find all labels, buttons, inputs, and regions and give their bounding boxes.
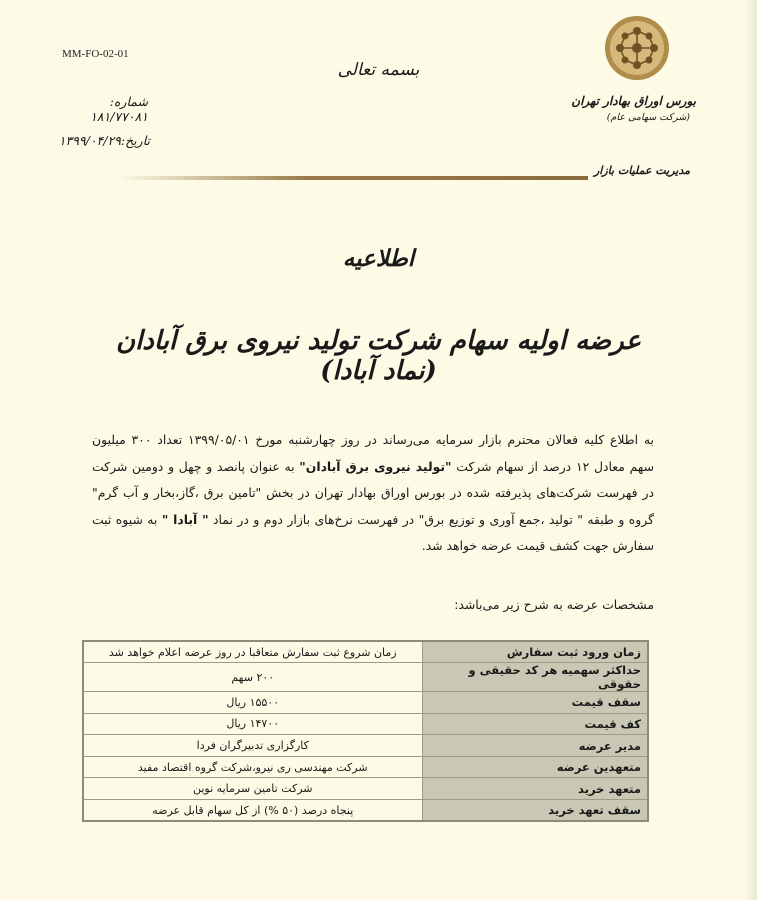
letter-number-label: شماره:: [109, 94, 148, 109]
letter-date-value: ۱۳۹۹/۰۴/۲۹: [58, 133, 121, 148]
specs-label: مشخصات عرضه به شرح زیر می‌باشد:: [454, 597, 654, 612]
spec-key: مدیر عرضه: [422, 735, 648, 757]
spec-key: کف قیمت: [422, 713, 648, 735]
table-row: [83, 713, 648, 735]
spec-value: ۱۴۷۰۰ ریال: [83, 713, 422, 735]
body-text-2: به عنوان پانصد و چهل و دومین شرکت در فهرست شرکت‌های پذیرفته شده در بورس اوراق بهادار تهران در بخش "تامین برق ،گاز،بخار و آب گرم" گروه و طبقه " تولید ،جمع آوری و توزیع برق" در فهرست نرخ‌های بازار دوم و در نماد: [92, 458, 654, 527]
body-text-1: به اطلاع کلیه فعالان محترم بازار سرمایه می‌رساند در روز چهارشنبه مورخ ۱۳۹۹/۰۵/۰۱ تعداد ۳۰۰ میلیون سهم معادل ۱۲ درصد از سهام شرکت: [92, 432, 655, 474]
spec-value: ۲۰۰ سهم: [83, 663, 422, 692]
spec-key: متعهد خرید: [422, 778, 648, 800]
table-row: [83, 756, 648, 778]
spec-value: ۱۵۵۰۰ ریال: [83, 692, 422, 714]
form-code: MM-FO-02-01: [62, 48, 129, 60]
notice-body: [92, 427, 654, 560]
department-name: مدیریت عملیات بازار: [593, 164, 690, 177]
spec-key: متعهدین عرضه: [422, 756, 648, 778]
org-subtitle: (شرکت سهامی عام): [606, 112, 690, 123]
table-row: [83, 778, 648, 800]
letter-number-value: ۱۸۱/۷۷۰۸۱: [90, 109, 148, 124]
table-row: [83, 663, 648, 692]
spec-value: زمان شروع ثبت سفارش متعاقبا در روز عرضه اعلام خواهد شد: [83, 641, 422, 663]
table-row: [83, 735, 648, 757]
symbol-name: " آبادا ": [161, 511, 209, 527]
notice-title: اطلاعیه: [342, 245, 415, 272]
spec-key: زمان ورود ثبت سفارش: [422, 641, 648, 663]
company-name: "تولید نیروی برق آبادان": [299, 458, 452, 474]
basmala-heading: بسمه تعالی: [337, 60, 420, 80]
header-divider: [118, 176, 588, 180]
spec-key: سقف تعهد خرید: [422, 800, 648, 822]
notice-heading: عرضه اولیه سهام شرکت تولید نیروی برق آبادان (نماد آبادا): [115, 326, 641, 386]
body-text-3: به شیوه ثبت سفارش جهت کشف قیمت عرضه خواهد شد.: [92, 511, 654, 553]
letter-number: [48, 94, 148, 124]
table-row: [83, 641, 648, 663]
org-name: بورس اوراق بهادار تهران: [571, 94, 696, 108]
spec-value: پنجاه درصد (۵۰ %) از کل سهام قابل عرضه: [83, 800, 422, 822]
tse-logo-icon: [603, 14, 671, 82]
spec-value: کارگزاری تدبیرگران فردا: [83, 735, 422, 757]
letter-date: [38, 133, 150, 148]
table-row: [83, 692, 648, 714]
page-edge-shadow: [745, 0, 757, 900]
specs-table: [82, 640, 649, 822]
table-row: [83, 800, 648, 822]
letter-date-label: تاریخ:: [120, 133, 150, 148]
spec-value: شرکت مهندسی ری نیرو،شرکت گروه اقتصاد مفید: [83, 756, 422, 778]
spec-key: حداکثر سهمیه هر کد حقیقی و حقوقی: [422, 663, 648, 692]
spec-value: شرکت تامین سرمایه نوین: [83, 778, 422, 800]
spec-key: سقف قیمت: [422, 692, 648, 714]
